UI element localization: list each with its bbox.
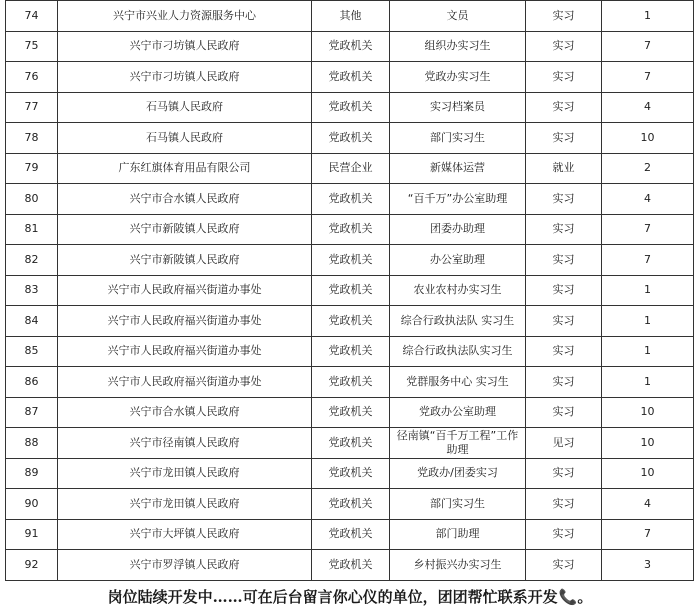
job-kind-cell: 实习 <box>526 519 602 550</box>
job-kind-cell: 实习 <box>526 397 602 428</box>
job-kind-cell: 实习 <box>526 306 602 337</box>
job-kind-cell: 实习 <box>526 458 602 489</box>
footer-note <box>0 586 700 607</box>
headcount-cell: 2 <box>602 153 694 184</box>
job-kind-cell: 实习 <box>526 550 602 581</box>
row-number-cell: 92 <box>6 550 58 581</box>
headcount-cell: 10 <box>602 123 694 154</box>
organization-cell: 石马镇人民政府 <box>58 92 312 123</box>
organization-cell: 兴宁市刁坊镇人民政府 <box>58 31 312 62</box>
row-number-cell: 83 <box>6 275 58 306</box>
organization-cell: 广东红旗体育用品有限公司 <box>58 153 312 184</box>
headcount-cell: 10 <box>602 397 694 428</box>
org-type-cell: 党政机关 <box>312 123 390 154</box>
headcount-cell: 1 <box>602 1 694 32</box>
internship-table <box>5 0 694 581</box>
org-type-cell: 民营企业 <box>312 153 390 184</box>
internship-table-container <box>5 0 695 581</box>
job-kind-cell: 见习 <box>526 428 602 459</box>
organization-cell: 兴宁市人民政府福兴街道办事处 <box>58 275 312 306</box>
table-row <box>6 306 694 337</box>
footer-end: 。 <box>577 588 593 606</box>
table-body <box>6 1 694 581</box>
position-cell: 部门实习生 <box>390 123 526 154</box>
row-number-cell: 84 <box>6 306 58 337</box>
position-cell: 综合行政执法队 实习生 <box>390 306 526 337</box>
organization-cell: 兴宁市合水镇人民政府 <box>58 397 312 428</box>
row-number-cell: 74 <box>6 1 58 32</box>
position-cell: 部门实习生 <box>390 489 526 520</box>
position-cell: 径南镇“百千万工程”工作助理 <box>390 428 526 459</box>
org-type-cell: 党政机关 <box>312 397 390 428</box>
table-row <box>6 245 694 276</box>
position-cell: 党群服务中心 实习生 <box>390 367 526 398</box>
table-row <box>6 92 694 123</box>
position-cell: 综合行政执法队实习生 <box>390 336 526 367</box>
job-kind-cell: 实习 <box>526 214 602 245</box>
position-cell: “百千万”办公室助理 <box>390 184 526 215</box>
headcount-cell: 4 <box>602 92 694 123</box>
table-row <box>6 184 694 215</box>
row-number-cell: 81 <box>6 214 58 245</box>
table-row <box>6 275 694 306</box>
org-type-cell: 党政机关 <box>312 367 390 398</box>
row-number-cell: 89 <box>6 458 58 489</box>
job-kind-cell: 实习 <box>526 367 602 398</box>
position-cell: 党政办/团委实习 <box>390 458 526 489</box>
row-number-cell: 75 <box>6 31 58 62</box>
headcount-cell: 1 <box>602 275 694 306</box>
position-cell: 乡村振兴办实习生 <box>390 550 526 581</box>
position-cell: 部门助理 <box>390 519 526 550</box>
position-cell: 办公室助理 <box>390 245 526 276</box>
job-kind-cell: 实习 <box>526 489 602 520</box>
headcount-cell: 1 <box>602 306 694 337</box>
row-number-cell: 85 <box>6 336 58 367</box>
table-row <box>6 31 694 62</box>
row-number-cell: 88 <box>6 428 58 459</box>
organization-cell: 兴宁市罗浮镇人民政府 <box>58 550 312 581</box>
org-type-cell: 党政机关 <box>312 550 390 581</box>
table-row <box>6 550 694 581</box>
row-number-cell: 80 <box>6 184 58 215</box>
position-cell: 实习档案员 <box>390 92 526 123</box>
headcount-cell: 7 <box>602 245 694 276</box>
organization-cell: 石马镇人民政府 <box>58 123 312 154</box>
row-number-cell: 77 <box>6 92 58 123</box>
row-number-cell: 91 <box>6 519 58 550</box>
table-row <box>6 153 694 184</box>
job-kind-cell: 实习 <box>526 184 602 215</box>
headcount-cell: 10 <box>602 428 694 459</box>
org-type-cell: 党政机关 <box>312 458 390 489</box>
row-number-cell: 79 <box>6 153 58 184</box>
job-kind-cell: 实习 <box>526 275 602 306</box>
org-type-cell: 党政机关 <box>312 62 390 93</box>
headcount-cell: 7 <box>602 62 694 93</box>
org-type-cell: 党政机关 <box>312 306 390 337</box>
job-kind-cell: 实习 <box>526 245 602 276</box>
table-row <box>6 397 694 428</box>
organization-cell: 兴宁市人民政府福兴街道办事处 <box>58 306 312 337</box>
organization-cell: 兴宁市龙田镇人民政府 <box>58 489 312 520</box>
headcount-cell: 4 <box>602 489 694 520</box>
position-cell: 文员 <box>390 1 526 32</box>
job-kind-cell: 实习 <box>526 1 602 32</box>
table-row <box>6 428 694 459</box>
org-type-cell: 党政机关 <box>312 519 390 550</box>
organization-cell: 兴宁市人民政府福兴街道办事处 <box>58 336 312 367</box>
org-type-cell: 其他 <box>312 1 390 32</box>
position-cell: 农业农村办实习生 <box>390 275 526 306</box>
row-number-cell: 82 <box>6 245 58 276</box>
org-type-cell: 党政机关 <box>312 92 390 123</box>
job-kind-cell: 实习 <box>526 92 602 123</box>
table-row <box>6 62 694 93</box>
table-row <box>6 519 694 550</box>
row-number-cell: 90 <box>6 489 58 520</box>
position-cell: 新媒体运营 <box>390 153 526 184</box>
headcount-cell: 1 <box>602 336 694 367</box>
headcount-cell: 7 <box>602 519 694 550</box>
headcount-cell: 1 <box>602 367 694 398</box>
org-type-cell: 党政机关 <box>312 275 390 306</box>
organization-cell: 兴宁市龙田镇人民政府 <box>58 458 312 489</box>
organization-cell: 兴宁市新陂镇人民政府 <box>58 245 312 276</box>
org-type-cell: 党政机关 <box>312 214 390 245</box>
table-row <box>6 336 694 367</box>
organization-cell: 兴宁市径南镇人民政府 <box>58 428 312 459</box>
table-row <box>6 214 694 245</box>
headcount-cell: 3 <box>602 550 694 581</box>
table-row <box>6 458 694 489</box>
table-row <box>6 367 694 398</box>
organization-cell: 兴宁市合水镇人民政府 <box>58 184 312 215</box>
org-type-cell: 党政机关 <box>312 428 390 459</box>
organization-cell: 兴宁市兴业人力资源服务中心 <box>58 1 312 32</box>
footer-text: 岗位陆续开发中……可在后台留言你心仪的单位，团团帮忙联系开发 <box>107 588 558 606</box>
headcount-cell: 4 <box>602 184 694 215</box>
org-type-cell: 党政机关 <box>312 336 390 367</box>
headcount-cell: 10 <box>602 458 694 489</box>
headcount-cell: 7 <box>602 214 694 245</box>
position-cell: 党政办公室助理 <box>390 397 526 428</box>
job-kind-cell: 实习 <box>526 62 602 93</box>
position-cell: 团委办助理 <box>390 214 526 245</box>
position-cell: 党政办实习生 <box>390 62 526 93</box>
org-type-cell: 党政机关 <box>312 184 390 215</box>
organization-cell: 兴宁市新陂镇人民政府 <box>58 214 312 245</box>
row-number-cell: 78 <box>6 123 58 154</box>
row-number-cell: 76 <box>6 62 58 93</box>
organization-cell: 兴宁市刁坊镇人民政府 <box>58 62 312 93</box>
org-type-cell: 党政机关 <box>312 31 390 62</box>
job-kind-cell: 实习 <box>526 123 602 154</box>
organization-cell: 兴宁市人民政府福兴街道办事处 <box>58 367 312 398</box>
org-type-cell: 党政机关 <box>312 245 390 276</box>
table-row <box>6 489 694 520</box>
row-number-cell: 86 <box>6 367 58 398</box>
table-row <box>6 1 694 32</box>
job-kind-cell: 实习 <box>526 336 602 367</box>
organization-cell: 兴宁市大坪镇人民政府 <box>58 519 312 550</box>
position-cell: 组织办实习生 <box>390 31 526 62</box>
org-type-cell: 党政机关 <box>312 489 390 520</box>
table-row <box>6 123 694 154</box>
phone-icon: 📞 <box>558 588 578 606</box>
job-kind-cell: 实习 <box>526 31 602 62</box>
row-number-cell: 87 <box>6 397 58 428</box>
headcount-cell: 7 <box>602 31 694 62</box>
job-kind-cell: 就业 <box>526 153 602 184</box>
